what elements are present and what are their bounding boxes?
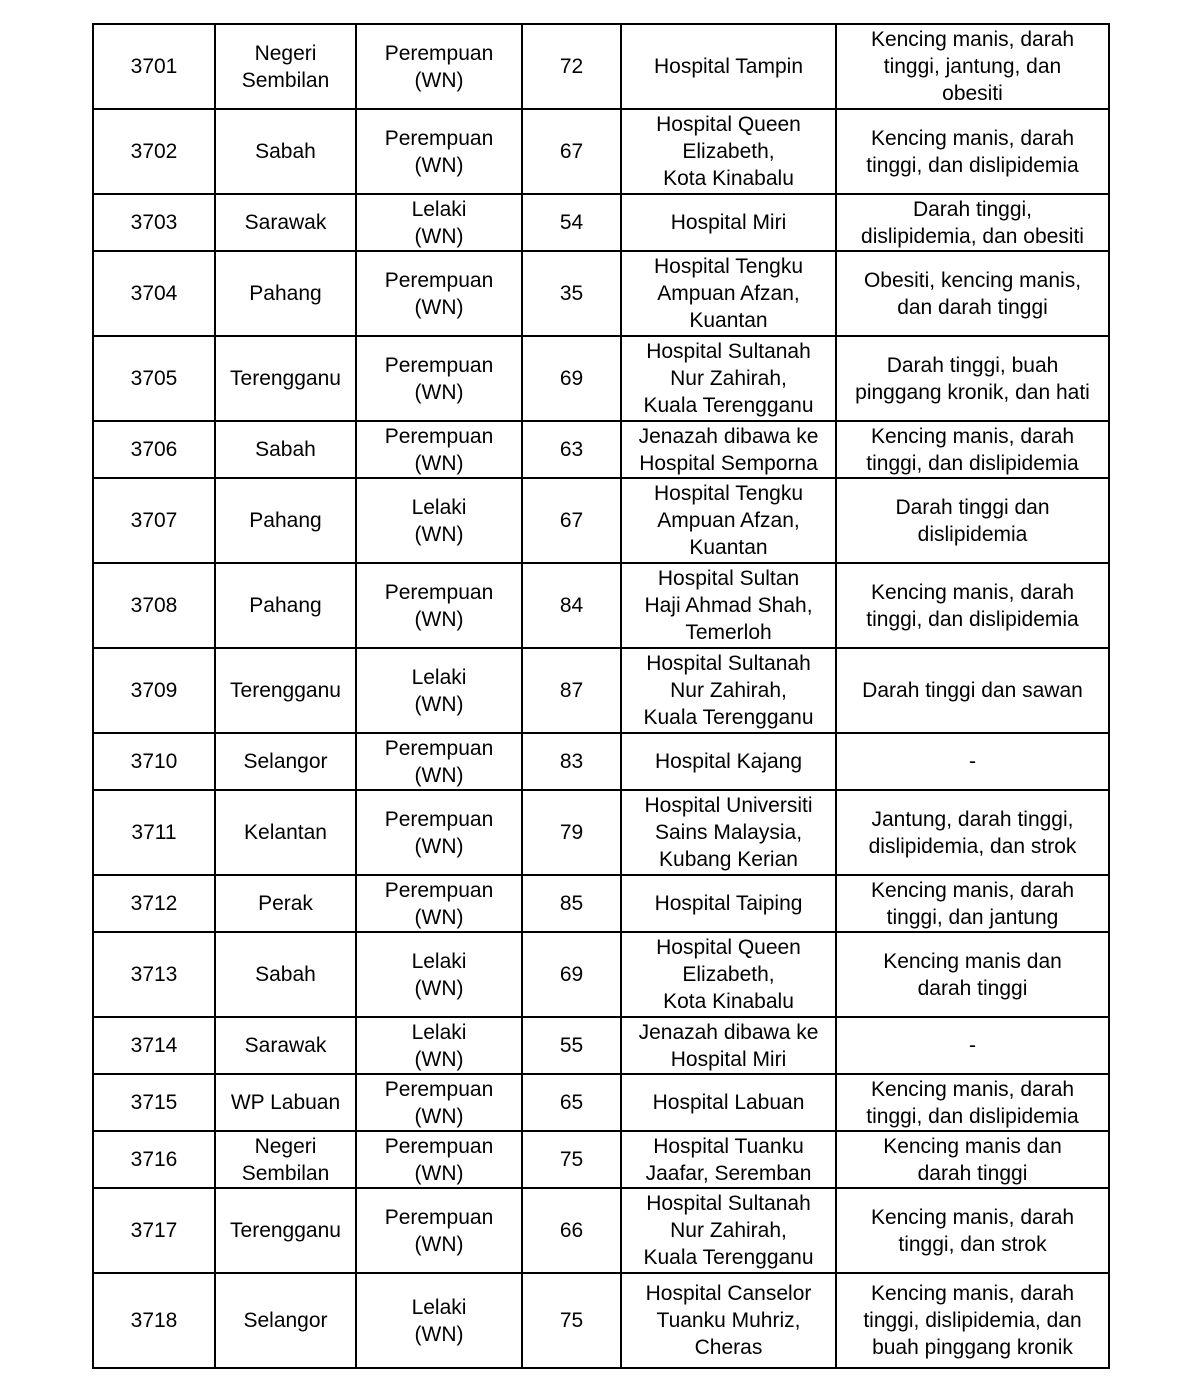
age-cell: 54: [522, 194, 621, 251]
table-row: [93, 478, 1109, 563]
death-cases-table: [92, 23, 1110, 1369]
gender-cell: Perempuan (WN): [356, 1074, 522, 1131]
hospital-cell: Hospital Tengku Ampuan Afzan, Kuantan: [621, 251, 836, 336]
state-cell: Selangor: [215, 733, 356, 790]
comorbidities-cell: Darah tinggi dan sawan: [836, 648, 1109, 733]
table-row: [93, 194, 1109, 251]
age-cell: 69: [522, 932, 621, 1017]
hospital-cell: Hospital Labuan: [621, 1074, 836, 1131]
case-number-cell: 3706: [93, 421, 215, 478]
gender-cell: Lelaki (WN): [356, 478, 522, 563]
state-cell: Sabah: [215, 109, 356, 194]
gender-cell: Lelaki (WN): [356, 194, 522, 251]
case-number-cell: 3712: [93, 875, 215, 932]
table-row: [93, 1074, 1109, 1131]
hospital-cell: Hospital Queen Elizabeth, Kota Kinabalu: [621, 932, 836, 1017]
comorbidities-cell: Kencing manis, darah tinggi, dislipidemia, dan buah pinggang kronik: [836, 1273, 1109, 1368]
hospital-cell: Hospital Canselor Tuanku Muhriz, Cheras: [621, 1273, 836, 1368]
gender-cell: Lelaki (WN): [356, 1017, 522, 1074]
case-number-cell: 3703: [93, 194, 215, 251]
state-cell: WP Labuan: [215, 1074, 356, 1131]
table-row: [93, 563, 1109, 648]
table-row: [93, 251, 1109, 336]
case-number-cell: 3714: [93, 1017, 215, 1074]
hospital-cell: Hospital Queen Elizabeth, Kota Kinabalu: [621, 109, 836, 194]
case-number-cell: 3713: [93, 932, 215, 1017]
state-cell: Sabah: [215, 932, 356, 1017]
hospital-cell: Hospital Sultanah Nur Zahirah, Kuala Terengganu: [621, 336, 836, 421]
comorbidities-cell: Kencing manis, darah tinggi, dan dislipidemia: [836, 109, 1109, 194]
age-cell: 87: [522, 648, 621, 733]
hospital-cell: Hospital Tuanku Jaafar, Seremban: [621, 1131, 836, 1188]
comorbidities-cell: Kencing manis, darah tinggi, dan dislipidemia: [836, 563, 1109, 648]
state-cell: Sabah: [215, 421, 356, 478]
state-cell: Pahang: [215, 478, 356, 563]
hospital-cell: Jenazah dibawa ke Hospital Miri: [621, 1017, 836, 1074]
gender-cell: Perempuan (WN): [356, 563, 522, 648]
age-cell: 66: [522, 1188, 621, 1273]
state-cell: Negeri Sembilan: [215, 1131, 356, 1188]
gender-cell: Lelaki (WN): [356, 648, 522, 733]
comorbidities-cell: Kencing manis, darah tinggi, dan dislipidemia: [836, 1074, 1109, 1131]
table-row: [93, 790, 1109, 875]
table-row: [93, 733, 1109, 790]
gender-cell: Perempuan (WN): [356, 24, 522, 109]
age-cell: 69: [522, 336, 621, 421]
gender-cell: Perempuan (WN): [356, 336, 522, 421]
table-row: [93, 1017, 1109, 1074]
age-cell: 75: [522, 1273, 621, 1368]
case-number-cell: 3710: [93, 733, 215, 790]
state-cell: Selangor: [215, 1273, 356, 1368]
table-row: [93, 109, 1109, 194]
case-number-cell: 3705: [93, 336, 215, 421]
state-cell: Sarawak: [215, 1017, 356, 1074]
hospital-cell: Hospital Universiti Sains Malaysia, Kubang Kerian: [621, 790, 836, 875]
age-cell: 75: [522, 1131, 621, 1188]
age-cell: 35: [522, 251, 621, 336]
gender-cell: Perempuan (WN): [356, 1131, 522, 1188]
gender-cell: Perempuan (WN): [356, 875, 522, 932]
state-cell: Perak: [215, 875, 356, 932]
gender-cell: Perempuan (WN): [356, 1188, 522, 1273]
comorbidities-cell: -: [836, 1017, 1109, 1074]
comorbidities-cell: Kencing manis, darah tinggi, dan strok: [836, 1188, 1109, 1273]
gender-cell: Perempuan (WN): [356, 421, 522, 478]
case-number-cell: 3702: [93, 109, 215, 194]
age-cell: 83: [522, 733, 621, 790]
gender-cell: Perempuan (WN): [356, 733, 522, 790]
comorbidities-cell: Kencing manis, darah tinggi, dan jantung: [836, 875, 1109, 932]
gender-cell: Perempuan (WN): [356, 251, 522, 336]
state-cell: Pahang: [215, 563, 356, 648]
gender-cell: Perempuan (WN): [356, 109, 522, 194]
age-cell: 85: [522, 875, 621, 932]
comorbidities-cell: Darah tinggi, dislipidemia, dan obesiti: [836, 194, 1109, 251]
gender-cell: Lelaki (WN): [356, 932, 522, 1017]
case-number-cell: 3709: [93, 648, 215, 733]
age-cell: 55: [522, 1017, 621, 1074]
comorbidities-cell: Jantung, darah tinggi, dislipidemia, dan strok: [836, 790, 1109, 875]
hospital-cell: Hospital Kajang: [621, 733, 836, 790]
comorbidities-cell: Kencing manis, darah tinggi, dan dislipidemia: [836, 421, 1109, 478]
case-number-cell: 3715: [93, 1074, 215, 1131]
hospital-cell: Hospital Sultan Haji Ahmad Shah, Temerloh: [621, 563, 836, 648]
table-row: [93, 421, 1109, 478]
case-number-cell: 3708: [93, 563, 215, 648]
gender-cell: Lelaki (WN): [356, 1273, 522, 1368]
comorbidities-cell: Obesiti, kencing manis, dan darah tinggi: [836, 251, 1109, 336]
table-body: [93, 24, 1109, 1368]
hospital-cell: Hospital Tengku Ampuan Afzan, Kuantan: [621, 478, 836, 563]
table-row: [93, 24, 1109, 109]
case-number-cell: 3717: [93, 1188, 215, 1273]
table-row: [93, 336, 1109, 421]
table-row: [93, 1273, 1109, 1368]
age-cell: 72: [522, 24, 621, 109]
hospital-cell: Hospital Sultanah Nur Zahirah, Kuala Terengganu: [621, 1188, 836, 1273]
age-cell: 63: [522, 421, 621, 478]
state-cell: Pahang: [215, 251, 356, 336]
state-cell: Terengganu: [215, 648, 356, 733]
case-number-cell: 3704: [93, 251, 215, 336]
age-cell: 65: [522, 1074, 621, 1131]
table-row: [93, 1131, 1109, 1188]
hospital-cell: Hospital Miri: [621, 194, 836, 251]
comorbidities-cell: Darah tinggi, buah pinggang kronik, dan hati: [836, 336, 1109, 421]
hospital-cell: Hospital Sultanah Nur Zahirah, Kuala Terengganu: [621, 648, 836, 733]
state-cell: Sarawak: [215, 194, 356, 251]
state-cell: Negeri Sembilan: [215, 24, 356, 109]
table-row: [93, 932, 1109, 1017]
case-number-cell: 3718: [93, 1273, 215, 1368]
case-number-cell: 3711: [93, 790, 215, 875]
comorbidities-cell: Kencing manis dan darah tinggi: [836, 1131, 1109, 1188]
hospital-cell: Hospital Tampin: [621, 24, 836, 109]
state-cell: Terengganu: [215, 336, 356, 421]
state-cell: Kelantan: [215, 790, 356, 875]
age-cell: 84: [522, 563, 621, 648]
comorbidities-cell: Kencing manis, darah tinggi, jantung, dan obesiti: [836, 24, 1109, 109]
table-row: [93, 1188, 1109, 1273]
table-row: [93, 648, 1109, 733]
case-number-cell: 3701: [93, 24, 215, 109]
comorbidities-cell: Darah tinggi dan dislipidemia: [836, 478, 1109, 563]
age-cell: 79: [522, 790, 621, 875]
age-cell: 67: [522, 109, 621, 194]
hospital-cell: Hospital Taiping: [621, 875, 836, 932]
state-cell: Terengganu: [215, 1188, 356, 1273]
case-number-cell: 3707: [93, 478, 215, 563]
gender-cell: Perempuan (WN): [356, 790, 522, 875]
hospital-cell: Jenazah dibawa ke Hospital Semporna: [621, 421, 836, 478]
case-number-cell: 3716: [93, 1131, 215, 1188]
comorbidities-cell: Kencing manis dan darah tinggi: [836, 932, 1109, 1017]
comorbidities-cell: -: [836, 733, 1109, 790]
table-row: [93, 875, 1109, 932]
age-cell: 67: [522, 478, 621, 563]
